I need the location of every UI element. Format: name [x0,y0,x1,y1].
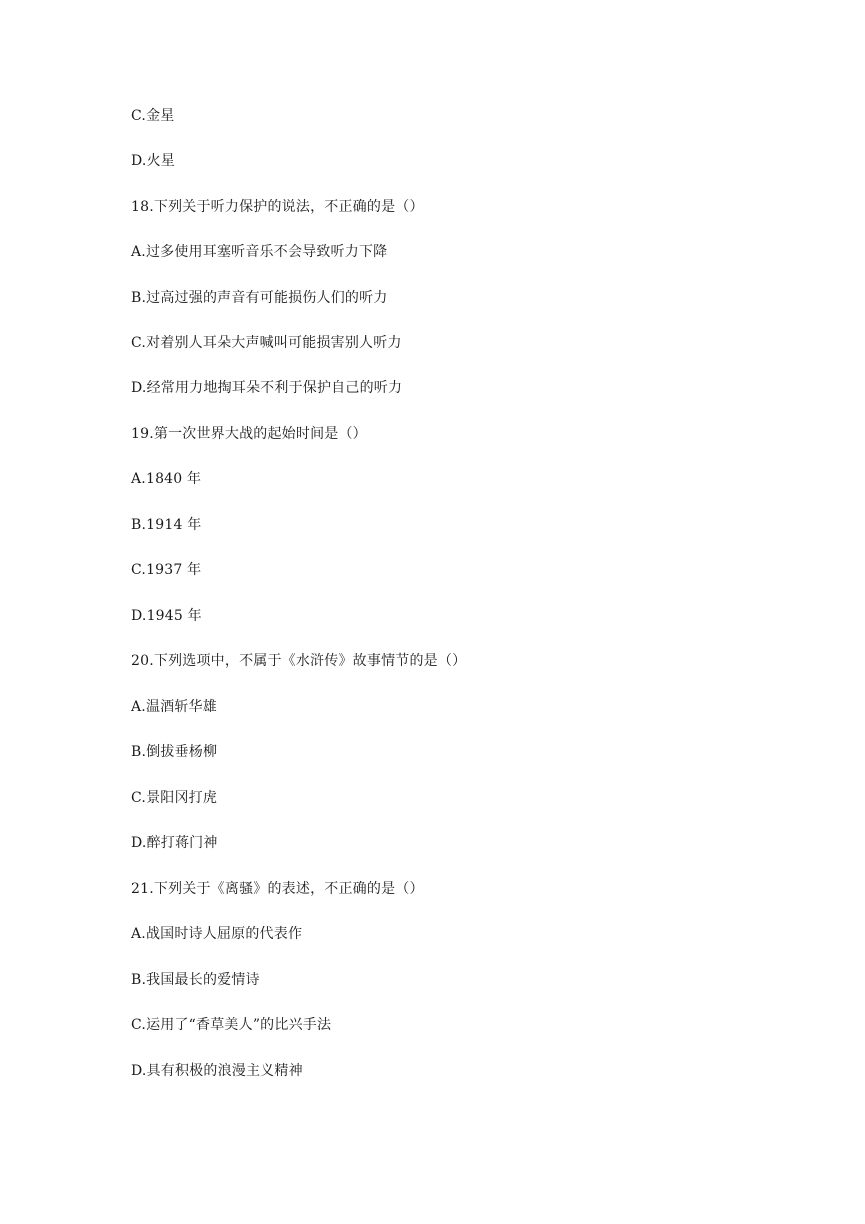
question-19: 19.第一次世界大战的起始时间是（） [131,426,367,442]
option-19b: B.1914 年 [131,517,202,533]
option-21b: B.我国最长的爱情诗 [131,972,260,988]
option-20d: D.醉打蒋门神 [131,835,218,851]
option-21d: D.具有积极的浪漫主义精神 [131,1063,303,1079]
option-21c: C.运用了“香草美人”的比兴手法 [131,1017,332,1033]
option-17c: C.金星 [131,108,175,124]
option-18b: B.过高过强的声音有可能损伤人们的听力 [131,290,388,306]
option-20b: B.倒拔垂杨柳 [131,744,218,760]
option-19d: D.1945 年 [131,608,202,624]
option-20c: C.景阳冈打虎 [131,790,218,806]
option-18a: A.过多使用耳塞听音乐不会导致听力下降 [131,244,388,260]
question-20: 20.下列选项中，不属于《水浒传》故事情节的是（） [131,653,467,669]
option-18d: D.经常用力地掏耳朵不利于保护自己的听力 [131,380,403,396]
option-19a: A.1840 年 [131,471,202,487]
option-21a: A.战国时诗人屈原的代表作 [131,926,303,942]
option-20a: A.温酒斩华雄 [131,699,217,715]
option-17d: D.火星 [131,153,175,169]
option-18c: C.对着别人耳朵大声喊叫可能损害别人听力 [131,335,402,351]
question-21: 21.下列关于《离骚》的表述，不正确的是（） [131,881,424,897]
question-18: 18.下列关于听力保护的说法，不正确的是（） [131,199,424,215]
option-19c: C.1937 年 [131,562,202,578]
